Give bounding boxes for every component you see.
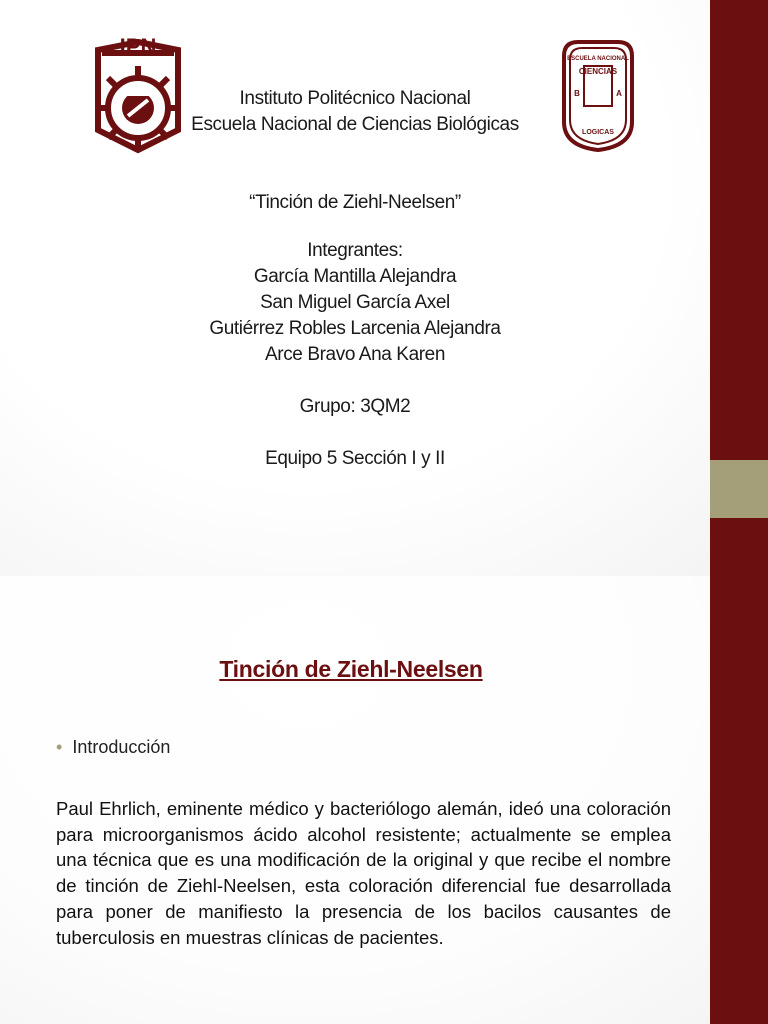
slide-2-side-band — [710, 576, 768, 1024]
topic-title: “Tinción de Ziehl-Neelsen” — [249, 192, 461, 213]
bullet-label: Introducción — [72, 737, 171, 757]
member-item: García Mantilla Alejandra — [253, 266, 457, 287]
bullet-item — [56, 737, 170, 758]
team-label: Equipo 5 Sección I y II — [265, 448, 445, 469]
institution-block — [0, 86, 710, 138]
school-name: Escuela Nacional de Ciencias Biológicas — [191, 114, 519, 135]
svg-text:ESCUELA NACIONAL: ESCUELA NACIONAL — [567, 56, 629, 62]
intro-paragraph: Paul Ehrlich, eminente médico y bacteriólogo alemán, ideó una coloración para microorganismos ácido alcohol resistente; actualmente se emplea una técnica que es una modificación de la original y que recibe el nombre de tinción de Ziehl-Neelsen, esta coloración diferencial fue desarrollada para poner de manifiesto la presencia de los bacilos causantes de tuberculosis en muestras clínicas de pacientes. — [56, 798, 671, 948]
member-item: Arce Bravo Ana Karen — [265, 344, 445, 365]
slide-1-side-band — [710, 0, 768, 576]
group-label: Grupo: 3QM2 — [299, 396, 411, 417]
bullet-icon: • — [56, 737, 63, 757]
slide-2-title: Tinción de Ziehl-Neelsen — [219, 656, 483, 682]
svg-text:A: A — [616, 89, 622, 98]
slide-1-band-accent — [710, 460, 768, 518]
svg-text:CIENCIAS: CIENCIAS — [578, 67, 618, 76]
members-heading: Integrantes: — [307, 240, 403, 261]
svg-text:IPN: IPN — [119, 34, 157, 59]
svg-text:B: B — [574, 89, 580, 98]
member-item: San Miguel García Axel — [260, 292, 450, 313]
institution-name: Instituto Politécnico Nacional — [239, 88, 471, 109]
member-item: Gutiérrez Robles Larcenia Alejandra — [209, 318, 501, 339]
svg-text:LOGICAS: LOGICAS — [582, 129, 614, 136]
